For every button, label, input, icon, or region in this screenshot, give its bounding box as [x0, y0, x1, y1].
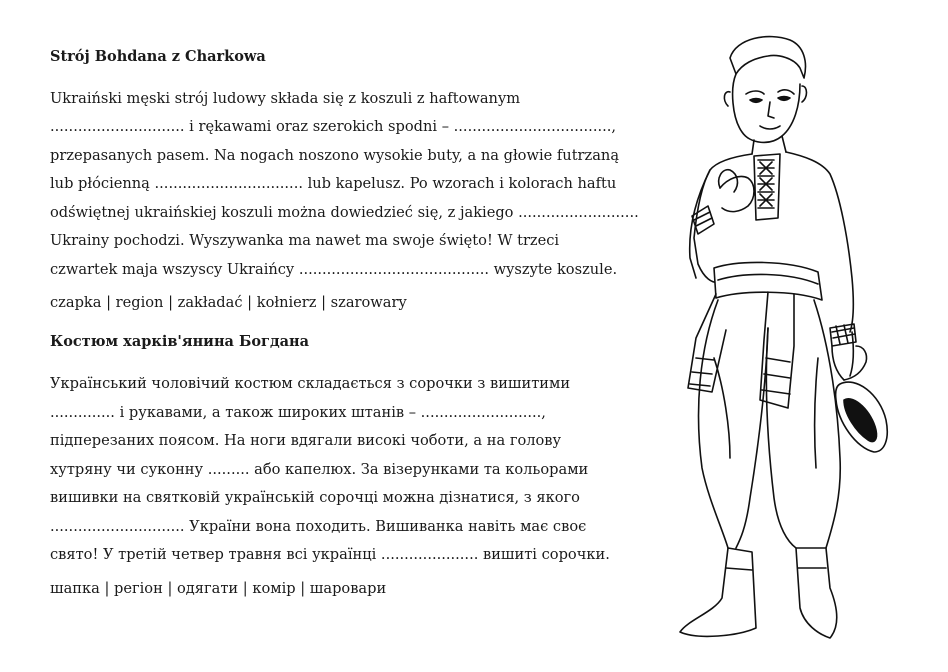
ukrainian-line: підперезаних поясом. На ноги вдягали високі чоботи, а на голову — [50, 432, 562, 450]
polish-line: Ukrainy pochodzi. Wyszywanka ma nawet ma swoje święto! W trzeci — [50, 232, 560, 250]
polish-line: Ukraiński męski strój ludowy składa się z koszuli z haftowanym — [50, 89, 521, 107]
polish-line: ............................. i rękawami oraz szerokich spodni – .................................., — [50, 118, 617, 136]
ukrainian-paragraph — [50, 370, 670, 570]
polish-line: odświętnej ukraińskiej koszuli można dowiedzieć się, z jakiego .......................... — [50, 203, 639, 221]
ukrainian-line: хутряну чи суконну ......... або капелюх. За візерунками та кольорами — [50, 460, 589, 478]
polish-title: Strój Bohdana z Charkowa — [50, 48, 266, 65]
ukrainian-line: свято! У третій четвер травня всі українці ..................... вишиті сорочки. — [50, 546, 610, 564]
ukrainian-line: .............. і рукавами, а також широких штанів – .........................., — [50, 403, 546, 421]
hat-in-hand — [832, 332, 887, 452]
ukrainian-line: Український чоловічий костюм складається з сорочки з вишитими — [50, 375, 571, 393]
polish-line: przepasanych pasem. Na nogach noszono wysokie buty, a na głowie futrzaną — [50, 146, 620, 164]
polish-word-bank: czapka | region | zakładać | kołnierz | szarowary — [50, 294, 407, 312]
boy-costume-illustration — [618, 28, 918, 656]
ukrainian-line: ............................. України вона походить. Вишиванка навіть має своє — [50, 517, 587, 535]
ukrainian-title: Костюм харків'янина Богдана — [50, 333, 310, 351]
ukrainian-line: вишивки на святковій українській сорочці можна дізнатися, з якого — [50, 489, 580, 507]
polish-line: lub płócienną ................................ lub kapelusz. Po wzorach i kolorach haftu — [50, 175, 617, 193]
polish-line: czwartek maja wszyscy Ukraińcy ......................................... wyszyte koszule. — [50, 260, 618, 278]
boots — [680, 548, 837, 638]
text-column — [50, 48, 670, 619]
ukrainian-word-bank: шапка | регіон | одягати | комір | шаровари — [50, 579, 387, 597]
head — [724, 37, 806, 154]
embroidered-shirt — [690, 152, 856, 346]
wide-trousers — [699, 300, 841, 548]
polish-paragraph — [50, 85, 670, 285]
